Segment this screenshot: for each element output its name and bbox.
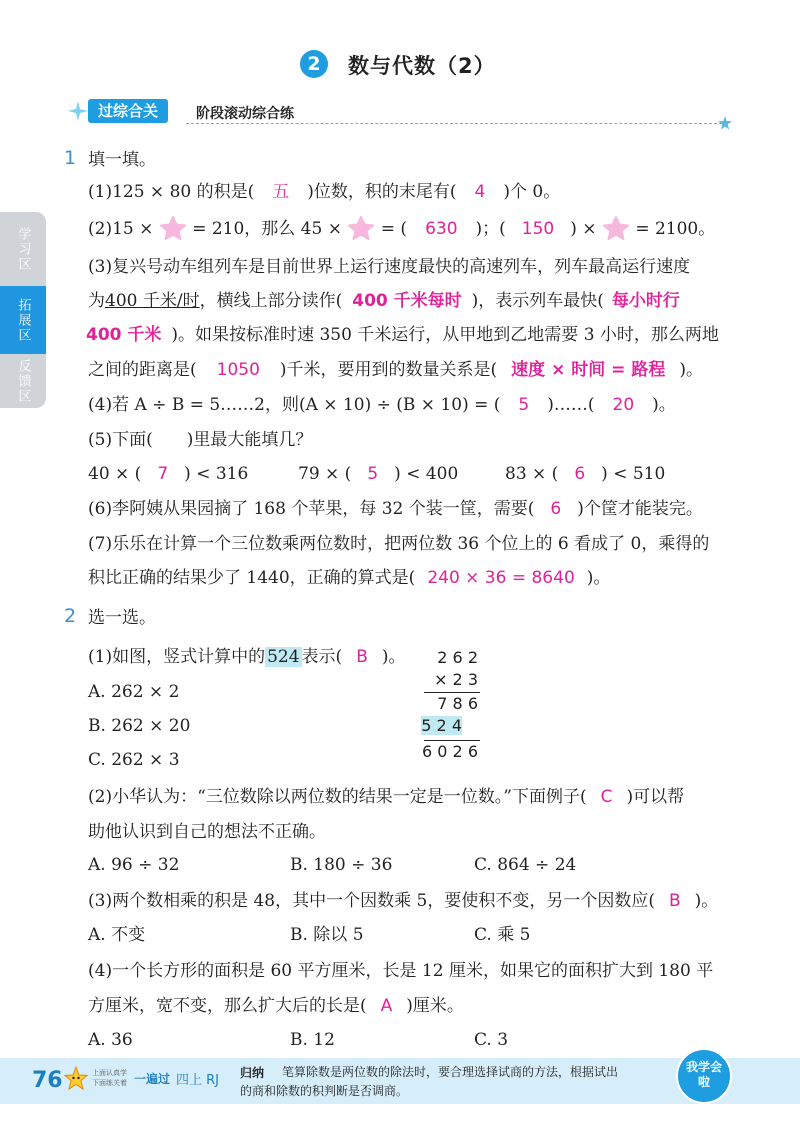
mascot-star-icon [64,1066,88,1092]
q1-part2: (2)15 × = 210，那么 45 × = ( 630 )；( 150 ) × = 2100。 [88,216,715,241]
q2-p2-option-c[interactable]: C. 864 ÷ 24 [474,855,577,875]
q2-p3-option-c[interactable]: C. 乘 5 [474,925,531,945]
q2-part2-line1: (2)小华认为：“三位数除以两位数的结果一定是一位数。”下面例子( C )可以帮 [88,787,685,807]
q1-part5-item1: 40 × ( 7 ) < 316 [88,464,249,484]
footer-small-1: 上面认真学 [92,1069,127,1077]
star-end-icon [718,115,732,129]
side-tab-study[interactable]: 学习区 [0,212,46,286]
q2-p2-option-a[interactable]: A. 96 ÷ 32 [88,855,180,875]
q1-part5-item3: 83 × ( 6 ) < 510 [505,464,666,484]
star-icon [159,216,187,240]
book-name: 一遍过 [134,1072,171,1086]
mascot-label: 我学会啦 [685,1060,722,1089]
tip-label: 归纳 [240,1066,265,1080]
q2-p3-option-b[interactable]: B. 除以 5 [290,925,364,945]
mascot-badge [676,1048,732,1104]
q2-p4-option-b[interactable]: B. 12 [290,1030,335,1050]
section-underline [186,123,722,124]
tip-line-2: 的商和除数的积判断是否调商。 [240,1084,409,1098]
q1-part3-line1: (3)复兴号动车组列车是目前世界上运行速度最快的高速列车，列车最高运行速度 [88,257,691,277]
q1-part6: (6)李阿姨从果园摘了 168 个苹果，每 32 个装一筐，需要( 6 )个筐才能装完。 [88,499,703,519]
q1-part4: (4)若 A ÷ B = 5……2，则(A × 10) ÷ (B × 10) = ( 5 )……( 20 )。 [88,395,676,415]
footer-small-2: 下面练关着 [92,1079,127,1087]
q1-part7-line2: 积比正确的结果少了 1440，正确的算式是( 240 × 36 = 8640 )。 [88,568,611,588]
side-tab-extend[interactable]: 拓展区 [0,286,46,354]
q2-part3: (3)两个数相乘的积是 48，其中一个因数乘 5，要使积不变，另一个因数应( B )。 [88,891,719,911]
question-2-title: 选一选。 [88,608,156,628]
q2-p3-option-a[interactable]: A. 不变 [88,925,146,945]
grade-label: 四上 RJ [176,1073,219,1088]
q1-part5-item2: 79 × ( 5 ) < 400 [298,464,459,484]
chapter-badge [300,50,328,78]
q2-part1: (1)如图，竖式计算中的 524 表示( B )。 [88,647,406,667]
chapter-number: 2 [307,53,321,75]
side-tab-feedback[interactable]: 反馈区 [0,354,46,408]
question-1-title: 填一填。 [88,150,156,170]
q2-p4-option-a[interactable]: A. 36 [88,1030,133,1050]
q2-p2-option-b[interactable]: B. 180 ÷ 36 [290,855,393,875]
question-1-number: 1 [64,147,77,169]
q2-part2-line2: 助他认识到自己的想法不正确。 [88,822,326,842]
q1-part3-line3: 400 千米 )。如果按标准时速 350 千米运行，从甲地到乙地需要 3 小时，那么两地 [86,325,719,345]
star-icon [602,216,630,240]
q2-p1-option-c[interactable]: C. 262 × 3 [88,750,180,770]
q1-part5: (5)下面( )里最大能填几？ [88,430,313,450]
sparkle-icon [66,99,90,123]
section-tag: 过综合关 [88,99,168,123]
page-number: 76 [32,1068,63,1093]
q2-p1-option-b[interactable]: B. 262 × 20 [88,716,191,736]
q1-part3-line4: 之间的距离是( 1050 )千米，要用到的数量关系是( 速度 × 时间 = 路程 )。 [88,360,703,380]
q2-p4-option-c[interactable]: C. 3 [474,1030,509,1050]
q2-part4-line1: (4)一个长方形的面积是 60 平方厘米，长是 12 厘米，如果它的面积扩大到 180 平 [88,961,714,981]
q2-p1-option-a[interactable]: A. 262 × 2 [88,682,180,702]
q1-part3-line2: 为400 千米/时，横线上部分读作( 400 千米每时 )，表示列车最快( 每小时行 [88,291,680,311]
star-icon [347,216,375,240]
q1-part7-line1: (7)乐乐在计算一个三位数乘两位数时，把两位数 36 个位上的 6 看成了 0，乘得的 [88,534,710,554]
tip-line-1: 笔算除数是两位数的除法时，要合理选择试商的方法，根据试出 [282,1065,619,1079]
page-title: 数与代数（2） [348,54,496,78]
footer-bar [0,1058,800,1104]
highlight-524: 524 [267,647,300,667]
section-bar [66,97,732,125]
question-2-number: 2 [64,605,77,627]
q1-part1: (1)125 × 80 的积是( 五 )位数，积的末尾有( 4 )个 0。 [88,182,561,202]
section-subtitle: 阶段滚动综合练 [196,106,294,122]
q2-part4-line2: 方厘米，宽不变，那么扩大后的长是( A )厘米。 [88,996,464,1016]
